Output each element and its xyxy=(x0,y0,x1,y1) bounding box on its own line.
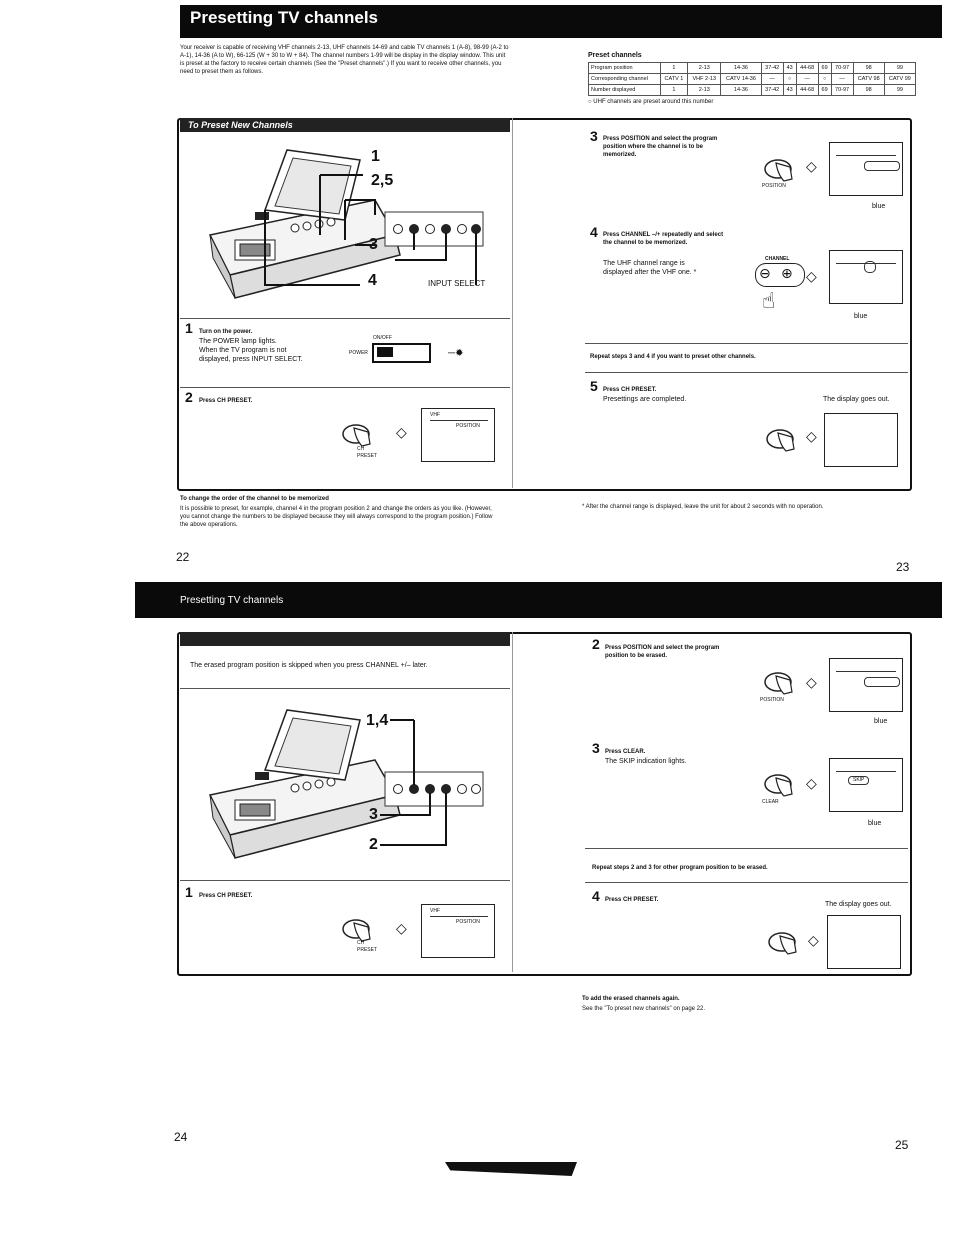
hand-press-icon xyxy=(766,928,802,964)
top-intro: Your receiver is capable of receiving VHF channels 2-13, UHF channels 14-69 and cable TV channels 1 (A-8), 98-99 (A-2 to A-1), 14-36 (A to W), 66-125 (W + 30 to W + 84). The channel numbers 1-99 will be display in the display window. This unit is preset at the factory to receive certain channels (See the "Preset channels".) If you want to receive other channels, you need to preset them as follows. xyxy=(180,45,509,75)
hand-press-icon xyxy=(764,425,800,461)
screen-vhf: VHF xyxy=(430,412,440,418)
top-section-header xyxy=(180,118,510,132)
table-row: Program position 1 2-13 14-36 37-42 43 44-68 69 70-97 98 99 xyxy=(589,63,916,74)
callout-2-5: 2,5 xyxy=(371,172,394,189)
bottom-step1-title: Press CH PRESET. xyxy=(199,893,253,899)
arrow-icon: ◇ xyxy=(806,775,817,791)
top-divider-right-1 xyxy=(585,343,908,344)
display-screen-step2 xyxy=(421,408,495,462)
position-btn-label: POSITION xyxy=(762,183,786,189)
input-select-label: INPUT SELECT xyxy=(428,279,486,288)
page-number-24: 24 xyxy=(174,1130,188,1144)
preset-table xyxy=(588,62,916,96)
top-column-divider xyxy=(512,118,513,488)
bottom-column-divider xyxy=(512,632,513,972)
preset-table-block xyxy=(588,52,918,106)
screen-vhf: VHF xyxy=(430,908,440,914)
bottom-divider-right-2 xyxy=(585,882,908,883)
display-screen-bottom-step2 xyxy=(829,658,903,712)
page-number-23: 23 xyxy=(896,560,910,574)
display-screen-step4 xyxy=(829,250,903,304)
screen-position: POSITION xyxy=(456,423,480,429)
top-step3-title: Press POSITION and select the program position where the channel is to be memorized. xyxy=(603,136,718,158)
top-section-title: To Preset New Channels xyxy=(188,120,293,130)
top-repeat-note: Repeat steps 3 and 4 if you want to preset other channels. xyxy=(590,354,756,360)
top-step1-title: Turn on the power. xyxy=(199,329,253,335)
top-step5-goes-out: The display goes out. xyxy=(823,396,890,403)
top-step5-text: Presettings are completed. xyxy=(603,396,687,403)
device-illustration-bottom xyxy=(195,700,495,870)
callout-3: 3 xyxy=(369,236,378,253)
page-number-22: 22 xyxy=(176,550,190,564)
display-screen-bottom-step4 xyxy=(827,915,901,969)
power-lamp-icon: ─✹ xyxy=(448,348,464,359)
bottom-title-banner xyxy=(135,582,942,618)
top-title: Presetting TV channels xyxy=(190,8,378,27)
top-divider-left-2 xyxy=(180,387,510,388)
page-number-25: 25 xyxy=(895,1138,909,1152)
table-row: Corresponding channel CATV 1 VHF 2-13 CATV 14-36 — ○ — ○ — CATV 98 CATV 99 xyxy=(589,74,916,85)
arrow-icon: ◇ xyxy=(806,428,817,444)
arrow-icon: ◇ xyxy=(806,674,817,690)
hand-press-icon: ☝ xyxy=(762,288,776,313)
arrow-icon: ◇ xyxy=(808,932,819,948)
change-order-title: To change the order of the channel to be memorized xyxy=(180,496,329,502)
bottom-divider-left-2 xyxy=(180,880,510,881)
position-btn-label: POSITION xyxy=(760,697,784,703)
callout-2-bottom: 2 xyxy=(369,836,378,853)
bottom-step4-num: 4 xyxy=(592,888,600,904)
top-step4-line1: The UHF channel range is xyxy=(603,260,685,267)
top-step1-line2: When the TV program is not xyxy=(199,347,287,354)
top-step3-num: 3 xyxy=(590,128,598,144)
top-step1-num: 1 xyxy=(185,320,193,336)
power-label: POWER xyxy=(349,350,368,356)
channel-buttons-icon: ⊖ ⊕ xyxy=(755,263,805,287)
callout-3-bottom: 3 xyxy=(369,806,378,823)
top-footnote: * After the channel range is displayed, leave the unit for about 2 seconds with no operation. xyxy=(582,504,824,510)
blue-label-step4: blue xyxy=(854,313,868,320)
top-divider-left-1 xyxy=(180,318,510,319)
ch-preset-label: CH PRESET xyxy=(357,940,378,953)
power-switch-icon xyxy=(372,343,431,363)
bottom-step4-goes-out: The display goes out. xyxy=(825,901,892,908)
bottom-section-title: To Erase Unwanted Program Positions xyxy=(188,634,354,644)
bottom-binding-mark xyxy=(445,1162,577,1176)
top-step1-line1: The POWER lamp lights. xyxy=(199,338,277,345)
onoff-label: ON/OFF xyxy=(373,335,392,341)
arrow-icon: ◇ xyxy=(806,268,817,284)
display-screen-bottom-step1 xyxy=(421,904,495,958)
top-title-banner xyxy=(180,5,942,38)
bottom-repeat-note: Repeat steps 2 and 3 for other program position to be erased. xyxy=(592,865,768,871)
top-step5-num: 5 xyxy=(590,378,598,394)
top-step2-title: Press CH PRESET. xyxy=(199,398,253,404)
bottom-step3-text: The SKIP indication lights. xyxy=(605,758,687,765)
bottom-step3-title: Press CLEAR. xyxy=(605,749,646,755)
bottom-step2-title: Press POSITION and select the program position to be erased. xyxy=(605,645,720,659)
top-divider-right-2 xyxy=(585,372,908,373)
callout-1-4: 1,4 xyxy=(366,712,389,729)
top-step1-line3: displayed, press INPUT SELECT. xyxy=(199,356,303,363)
add-again-text: See the "To preset new channels" on page 22. xyxy=(582,1006,706,1012)
preset-table-heading: Preset channels xyxy=(588,52,642,59)
bottom-intro: The erased program position is skipped when you press CHANNEL +/– later. xyxy=(190,662,428,669)
blue-label-bottom-step2: blue xyxy=(874,718,888,725)
blue-label-step3: blue xyxy=(872,203,886,210)
bottom-step3-num: 3 xyxy=(592,740,600,756)
top-step4-line2: displayed after the VHF one. * xyxy=(603,269,697,276)
display-screen-step5 xyxy=(824,413,898,467)
display-screen-bottom-step3 xyxy=(829,758,903,812)
preset-table-note: ○ UHF channels are preset around this number xyxy=(588,99,714,105)
change-order-text: It is possible to preset, for example, channel 4 in the program position 2 and change the orders as you like. (However, you cannot change the numbers to be displayed because they will always correspond to the program position.) Follow the above operations. xyxy=(180,506,493,528)
screen-position: POSITION xyxy=(456,919,480,925)
bottom-divider-right-1 xyxy=(585,848,908,849)
arrow-icon: ◇ xyxy=(806,158,817,174)
add-again-title: To add the erased channels again. xyxy=(582,996,680,1002)
top-step5-title: Press CH PRESET. xyxy=(603,387,657,393)
bottom-step4-title: Press CH PRESET. xyxy=(605,897,659,903)
bottom-title: Presetting TV channels xyxy=(180,595,284,606)
clear-btn-label: CLEAR xyxy=(762,799,779,805)
display-screen-step3 xyxy=(829,142,903,196)
skip-indicator: SKIP xyxy=(848,776,869,785)
arrow-icon: ◇ xyxy=(396,424,407,440)
callout-1: 1 xyxy=(371,148,380,165)
bottom-section-header xyxy=(180,632,510,646)
ch-preset-label: CH PRESET xyxy=(357,446,378,459)
callout-4: 4 xyxy=(368,272,377,289)
top-step4-num: 4 xyxy=(590,224,598,240)
bottom-step2-num: 2 xyxy=(592,636,600,652)
blue-label-bottom-step3: blue xyxy=(868,820,882,827)
table-row: Number displayed 1 2-13 14-36 37-42 43 44-68 69 70-97 98 99 xyxy=(589,85,916,96)
bottom-divider-left-1 xyxy=(180,688,510,689)
channel-label: CHANNEL xyxy=(765,256,790,262)
top-step2-num: 2 xyxy=(185,389,193,405)
bottom-step1-num: 1 xyxy=(185,884,193,900)
arrow-icon: ◇ xyxy=(396,920,407,936)
top-step4-title: Press CHANNEL –/+ repeatedly and select the channel to be memorized. xyxy=(603,232,724,246)
